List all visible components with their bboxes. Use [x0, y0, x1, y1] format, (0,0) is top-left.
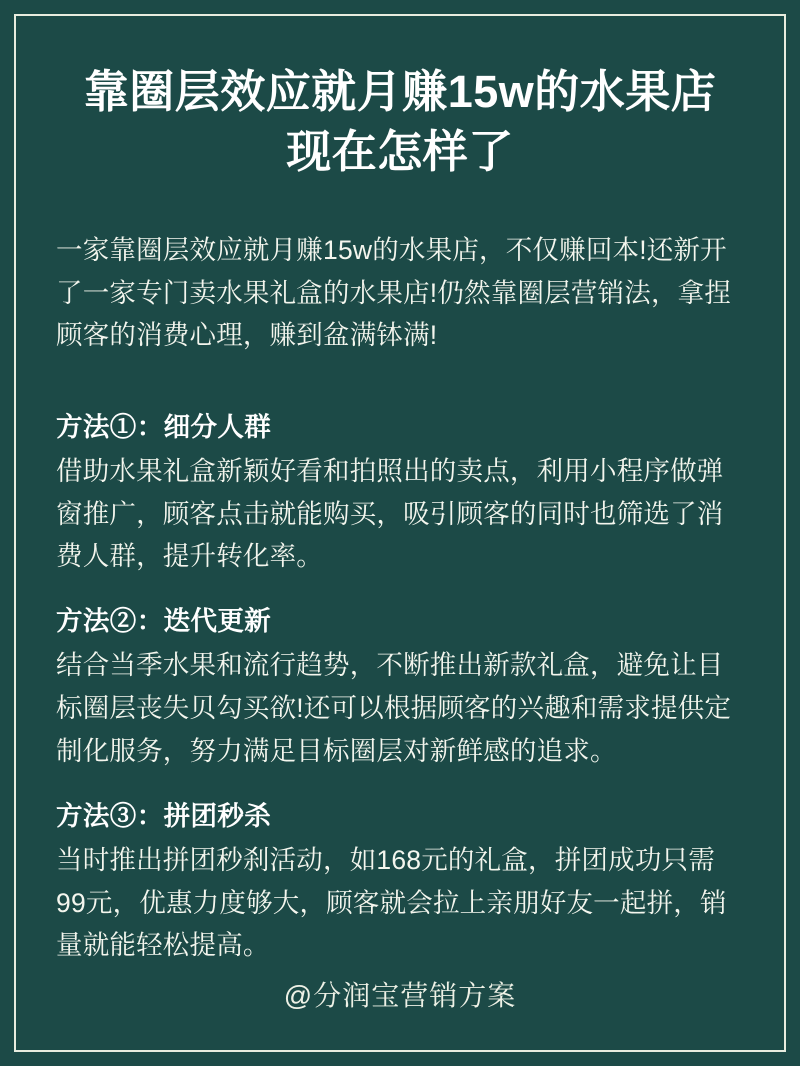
section-3-heading: 方法③：拼团秒杀: [56, 800, 272, 831]
section-1-heading: 方法①：细分人群: [56, 411, 272, 442]
section-method-3: [56, 797, 744, 968]
poster-content: [28, 40, 772, 1042]
page-title-line-1: 靠圈层效应就月赚15w的水果店: [83, 66, 717, 117]
section-2-body: 结合当季水果和流行趋势，不断推出新款礼盒，避免让目标圈层丧失贝勾买欲!还可以根据顾客的兴趣和需求提供定制化服务，努力满足目标圈层对新鲜感的追求。: [56, 650, 732, 766]
section-3-body: 当时推出拼团秒刹活动，如168元的礼盒，拼团成功只需99元，优惠力度够大，顾客就会拉上亲朋好友一起拼，销量就能轻松提高。: [56, 844, 727, 961]
section-1-body: 借助水果礼盒新颖好看和拍照出的卖点，利用小程序做弹窗推广，顾客点击就能购买，吸引顾客的同时也筛选了消费人群，提升转化率。: [56, 455, 724, 572]
author-handle: @分润宝营销方案: [283, 980, 517, 1011]
section-2-heading: 方法②：迭代更新: [56, 606, 272, 637]
section-method-1: [56, 408, 744, 579]
section-method-2: [56, 602, 744, 773]
intro-paragraph: 一家靠圈层效应就月赚15w的水果店，不仅赚回本!还新开了一家专门卖水果礼盒的水果店!仍然靠圈层营销法，拿捏顾客的消费心理，赚到盆满钵满!: [56, 234, 732, 351]
page-title: [56, 62, 744, 183]
page-title-line-2: 现在怎样了: [286, 126, 514, 178]
